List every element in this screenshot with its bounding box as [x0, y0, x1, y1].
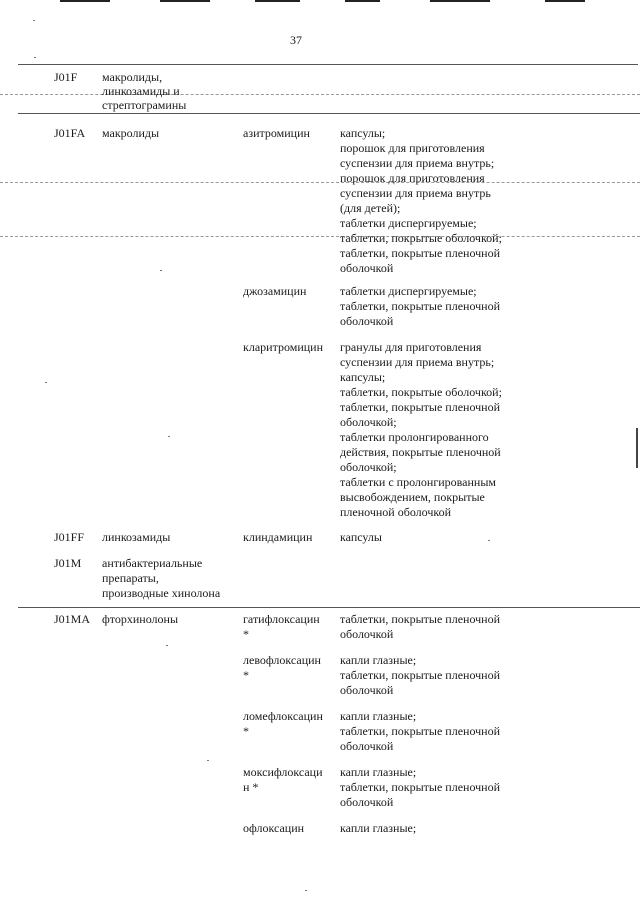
group-name-line: препараты,: [102, 571, 159, 585]
group-name-line: стрептограмины: [102, 98, 187, 112]
dosage-form-line: капли глазные;: [340, 821, 417, 835]
dosage-form-line: действия, покрытые пленочной: [340, 445, 501, 459]
drug-name: клиндамицин: [243, 530, 313, 544]
drug-name-line: левофлоксацин: [243, 653, 321, 667]
scan-speck: [45, 382, 47, 383]
scan-artifact-top: [545, 0, 585, 2]
dosage-form-line: таблетки, покрытые пленочной: [340, 400, 501, 414]
drug-name-line: *: [243, 627, 249, 641]
dosage-form-line: оболочкой: [340, 314, 394, 328]
dosage-form-line: (для детей);: [340, 201, 401, 215]
dosage-form-line: таблетки пролонгированного: [340, 430, 489, 444]
page-number: 37: [290, 33, 302, 47]
group-name-line: линкозамиды и: [102, 84, 180, 98]
group-name: фторхинолоны: [102, 612, 179, 626]
dosage-form-line: суспензии для приема внутрь: [340, 186, 491, 200]
scan-speck: [488, 540, 490, 541]
dosage-form-line: пленочной оболочкой: [340, 505, 452, 519]
scan-speck: [160, 270, 162, 271]
dosage-form-line: капли глазные;: [340, 709, 417, 723]
drug-name-line: ломефлоксацин: [243, 709, 323, 723]
group-name: макролиды: [102, 126, 160, 140]
dosage-form-line: высвобождением, покрытые: [340, 490, 485, 504]
scan-artifact-top: [345, 0, 380, 2]
scan-speck: [207, 760, 209, 761]
dosage-form-line: капсулы;: [340, 370, 386, 384]
scan-speck: [34, 57, 36, 58]
drug-name: кларитромицин: [243, 340, 324, 354]
scan-noise-line: [0, 236, 640, 238]
dosage-form-line: таблетки, покрытые пленочной: [340, 299, 501, 313]
scan-speck: [166, 645, 168, 646]
drug-name: офлоксацин: [243, 821, 305, 835]
scan-artifact-top: [60, 0, 110, 2]
group-name-line: антибактериальные: [102, 556, 203, 570]
dosage-form-line: суспензии для приема внутрь;: [340, 156, 495, 170]
dosage-form-line: оболочкой: [340, 261, 394, 275]
atc-code: J01FF: [54, 530, 85, 544]
scan-edge-mark: [636, 428, 638, 468]
dosage-form-line: капли глазные;: [340, 653, 417, 667]
dosage-form-line: суспензии для приема внутрь;: [340, 355, 495, 369]
drug-name-line: *: [243, 668, 249, 682]
dosage-form-line: оболочкой: [340, 627, 394, 641]
dosage-form-line: таблетки с пролонгированным: [340, 475, 497, 489]
dosage-form-line: таблетки, покрытые пленочной: [340, 724, 501, 738]
scan-artifact-top: [160, 0, 210, 2]
scan-speck: [168, 436, 170, 437]
table-top-rule: [18, 64, 638, 65]
dosage-form-line: порошок для приготовления: [340, 171, 485, 185]
atc-code: J01M: [54, 556, 82, 570]
dosage-form-line: оболочкой;: [340, 415, 397, 429]
dosage-form-line: капсулы: [340, 530, 382, 544]
dosage-form-line: капсулы;: [340, 126, 386, 140]
dosage-form-line: порошок для приготовления: [340, 141, 485, 155]
dosage-form-line: оболочкой: [340, 795, 394, 809]
dosage-form-line: таблетки, покрытые пленочной: [340, 246, 501, 260]
atc-code: J01F: [54, 70, 78, 84]
dosage-form-line: таблетки, покрытые пленочной: [340, 668, 501, 682]
scan-artifact-top: [430, 0, 490, 2]
drug-name: джозамицин: [243, 284, 307, 298]
dosage-form-line: таблетки, покрытые пленочной: [340, 780, 501, 794]
drug-name-line: гатифлоксацин: [243, 612, 320, 626]
dosage-form-line: оболочкой: [340, 683, 394, 697]
group-name-line: макролиды,: [102, 70, 163, 84]
dosage-form-line: таблетки, покрытые оболочкой;: [340, 231, 502, 245]
scan-speck: [33, 20, 35, 21]
scan-noise-line: [0, 94, 640, 96]
drug-name: азитромицин: [243, 126, 310, 140]
scan-noise-line: [0, 182, 640, 184]
scan-artifact-top: [255, 0, 300, 2]
dosage-form-line: таблетки, покрытые пленочной: [340, 612, 501, 626]
dosage-form-line: таблетки диспергируемые;: [340, 216, 477, 230]
atc-code: J01MA: [54, 612, 91, 626]
scan-speck: [305, 890, 307, 891]
dosage-form-line: оболочкой: [340, 739, 394, 753]
group-name-line: производные хинолона: [102, 586, 221, 600]
table-row-rule: [18, 607, 640, 608]
table-row-rule: [18, 113, 640, 114]
atc-code: J01FA: [54, 126, 86, 140]
drug-name-line: моксифлоксаци: [243, 765, 323, 779]
dosage-form-line: капли глазные;: [340, 765, 417, 779]
dosage-form-line: оболочкой;: [340, 460, 397, 474]
dosage-form-line: гранулы для приготовления: [340, 340, 482, 354]
dosage-form-line: таблетки, покрытые оболочкой;: [340, 385, 502, 399]
drug-name-line: *: [243, 724, 249, 738]
dosage-form-line: таблетки диспергируемые;: [340, 284, 477, 298]
group-name: линкозамиды: [102, 530, 171, 544]
drug-name-line: н *: [243, 780, 259, 794]
